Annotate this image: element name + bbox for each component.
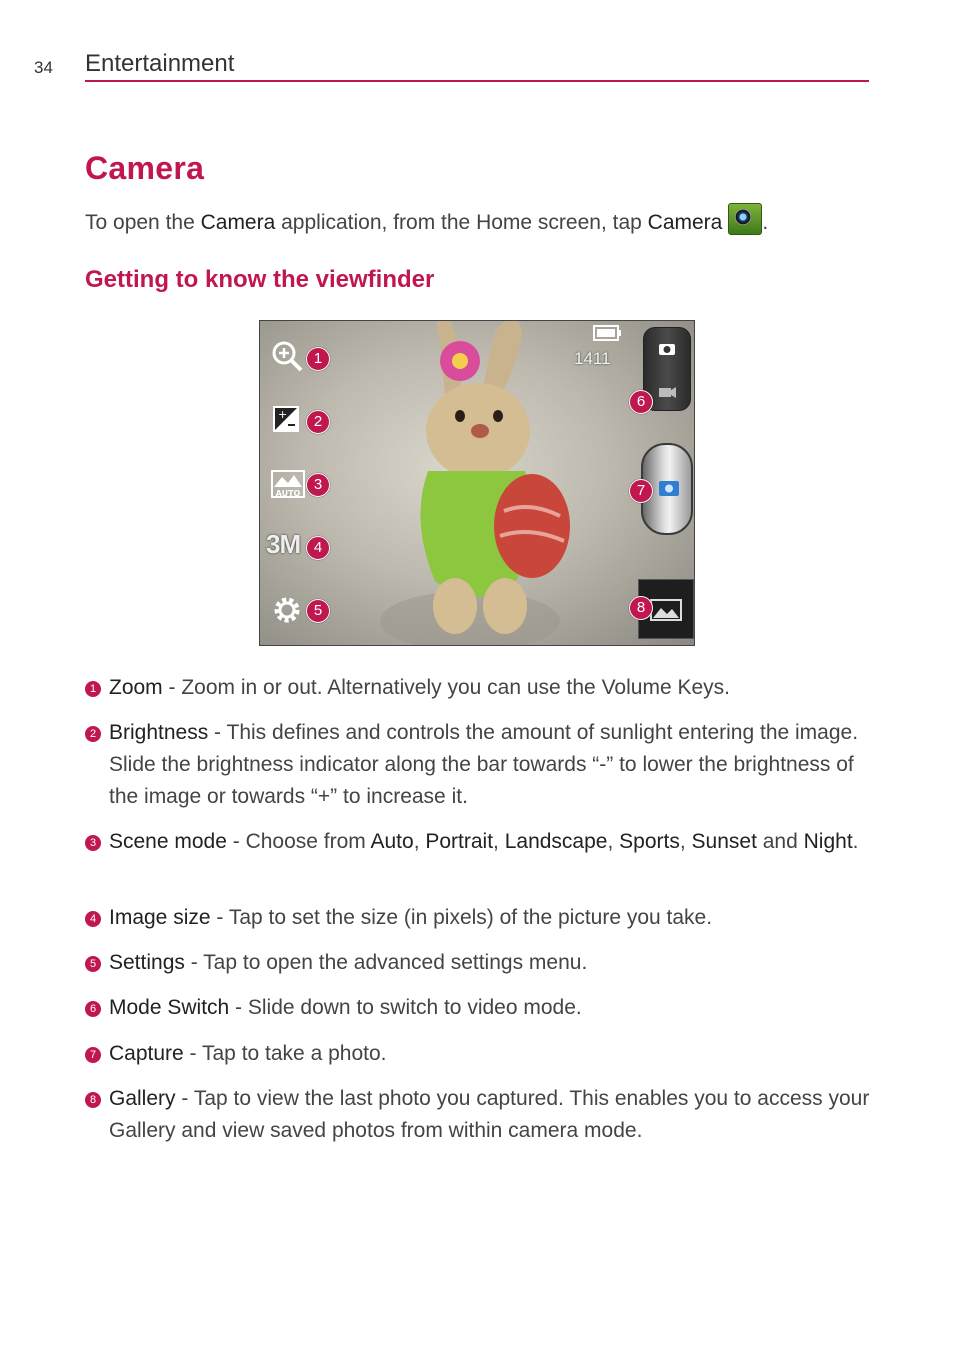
legend-number: 8 xyxy=(85,1092,101,1108)
legend-number: 2 xyxy=(85,726,101,742)
gear-icon[interactable] xyxy=(270,593,304,627)
legend-desc: - Slide down to switch to video mode. xyxy=(229,996,582,1019)
callout-badge-4: 4 xyxy=(306,536,330,560)
legend-item-scene-mode: 3 Scene mode - Choose from Auto, Portrait, Landscape, Sports, Sunset and Night. xyxy=(85,826,875,858)
video-mode-icon xyxy=(659,387,676,398)
zoom-icon[interactable] xyxy=(270,339,304,373)
header-rule xyxy=(85,80,869,82)
intro-app-name: Camera xyxy=(200,211,276,234)
legend-term: Gallery xyxy=(109,1087,176,1110)
scene-mode-option: Auto xyxy=(370,830,414,853)
section-subtitle: Getting to know the viewfinder xyxy=(85,266,435,293)
callout-badge-2: 2 xyxy=(306,410,330,434)
legend-item-mode-switch xyxy=(85,992,875,1024)
legend-number: 5 xyxy=(85,956,101,972)
legend-number: 1 xyxy=(85,681,101,697)
scene-mode-option: Night xyxy=(803,830,853,853)
svg-text:+: + xyxy=(278,408,288,421)
legend-term: Image size xyxy=(109,906,211,929)
intro-paragraph xyxy=(85,203,768,235)
legend-item-image-size xyxy=(85,902,875,934)
legend-number: 7 xyxy=(85,1047,101,1063)
shot-counter: 1411 xyxy=(574,349,611,368)
legend-desc: - Choose from xyxy=(226,830,371,853)
camera-mode-icon xyxy=(659,344,675,355)
callout-badge-6: 6 xyxy=(629,390,653,414)
viewfinder-figure xyxy=(259,320,695,646)
callout-badge-5: 5 xyxy=(306,599,330,623)
intro-prefix: To open the xyxy=(85,211,201,234)
legend-item-zoom xyxy=(85,672,875,704)
scene-mode-option: Sports xyxy=(619,830,680,853)
legend-desc: - Zoom in or out. Alternatively you can use the Volume Keys. xyxy=(162,676,730,699)
legend-item-settings xyxy=(85,947,875,979)
scene-mode-option: Landscape xyxy=(504,830,608,853)
scene-auto-icon[interactable] xyxy=(270,467,304,501)
callout-badge-7: 7 xyxy=(629,479,653,503)
legend-term: Capture xyxy=(109,1042,184,1065)
page-header xyxy=(0,0,954,90)
intro-tap-target: Camera xyxy=(647,211,723,234)
scene-mode-option: Sunset xyxy=(691,830,757,853)
legend-term: Settings xyxy=(109,951,185,974)
section-name: Entertainment xyxy=(85,50,235,77)
battery-icon xyxy=(594,326,621,340)
legend-desc: - Tap to view the last photo you captured. This enables you to access your Gallery and view saved photos from within camera mode. xyxy=(109,1087,870,1142)
callout-badge-3: 3 xyxy=(306,473,330,497)
callout-badge-8: 8 xyxy=(629,596,653,620)
legend-item-gallery xyxy=(85,1083,875,1147)
intro-suffix: . xyxy=(762,211,769,234)
legend-number: 3 xyxy=(85,835,101,851)
scene-icon-label: AUTO xyxy=(275,489,301,498)
scene-mode-option: Portrait xyxy=(425,830,494,853)
intro-middle: application, from the Home screen, tap xyxy=(275,211,648,234)
bunny-figure xyxy=(380,321,570,645)
legend-term: Brightness xyxy=(109,721,209,744)
legend-desc: - Tap to open the advanced settings menu. xyxy=(184,951,588,974)
callout-badge-1: 1 xyxy=(306,347,330,371)
legend-term: Mode Switch xyxy=(109,996,230,1019)
legend-item-capture xyxy=(85,1038,875,1070)
legend-desc: - This defines and controls the amount of sunlight entering the image. Slide the brightness indicator along the bar towards “-” to lower the brightness of the image or towards “+” to increase it. xyxy=(109,721,859,808)
camera-app-icon xyxy=(728,203,762,235)
legend-number: 6 xyxy=(85,1001,101,1017)
page-title: Camera xyxy=(85,150,205,186)
brightness-icon[interactable] xyxy=(270,403,304,437)
legend-number: 4 xyxy=(85,911,101,927)
legend-term: Zoom xyxy=(109,676,163,699)
sentence-end: . xyxy=(852,830,859,853)
legend-desc: - Tap to take a photo. xyxy=(183,1042,387,1065)
image-size-label[interactable]: 3M xyxy=(266,529,301,559)
legend-desc: - Tap to set the size (in pixels) of the picture you take. xyxy=(210,906,713,929)
legend-term: Scene mode xyxy=(109,830,227,853)
legend-item-brightness xyxy=(85,717,875,813)
page-number: 34 xyxy=(34,58,53,77)
and-word: and xyxy=(756,830,804,853)
